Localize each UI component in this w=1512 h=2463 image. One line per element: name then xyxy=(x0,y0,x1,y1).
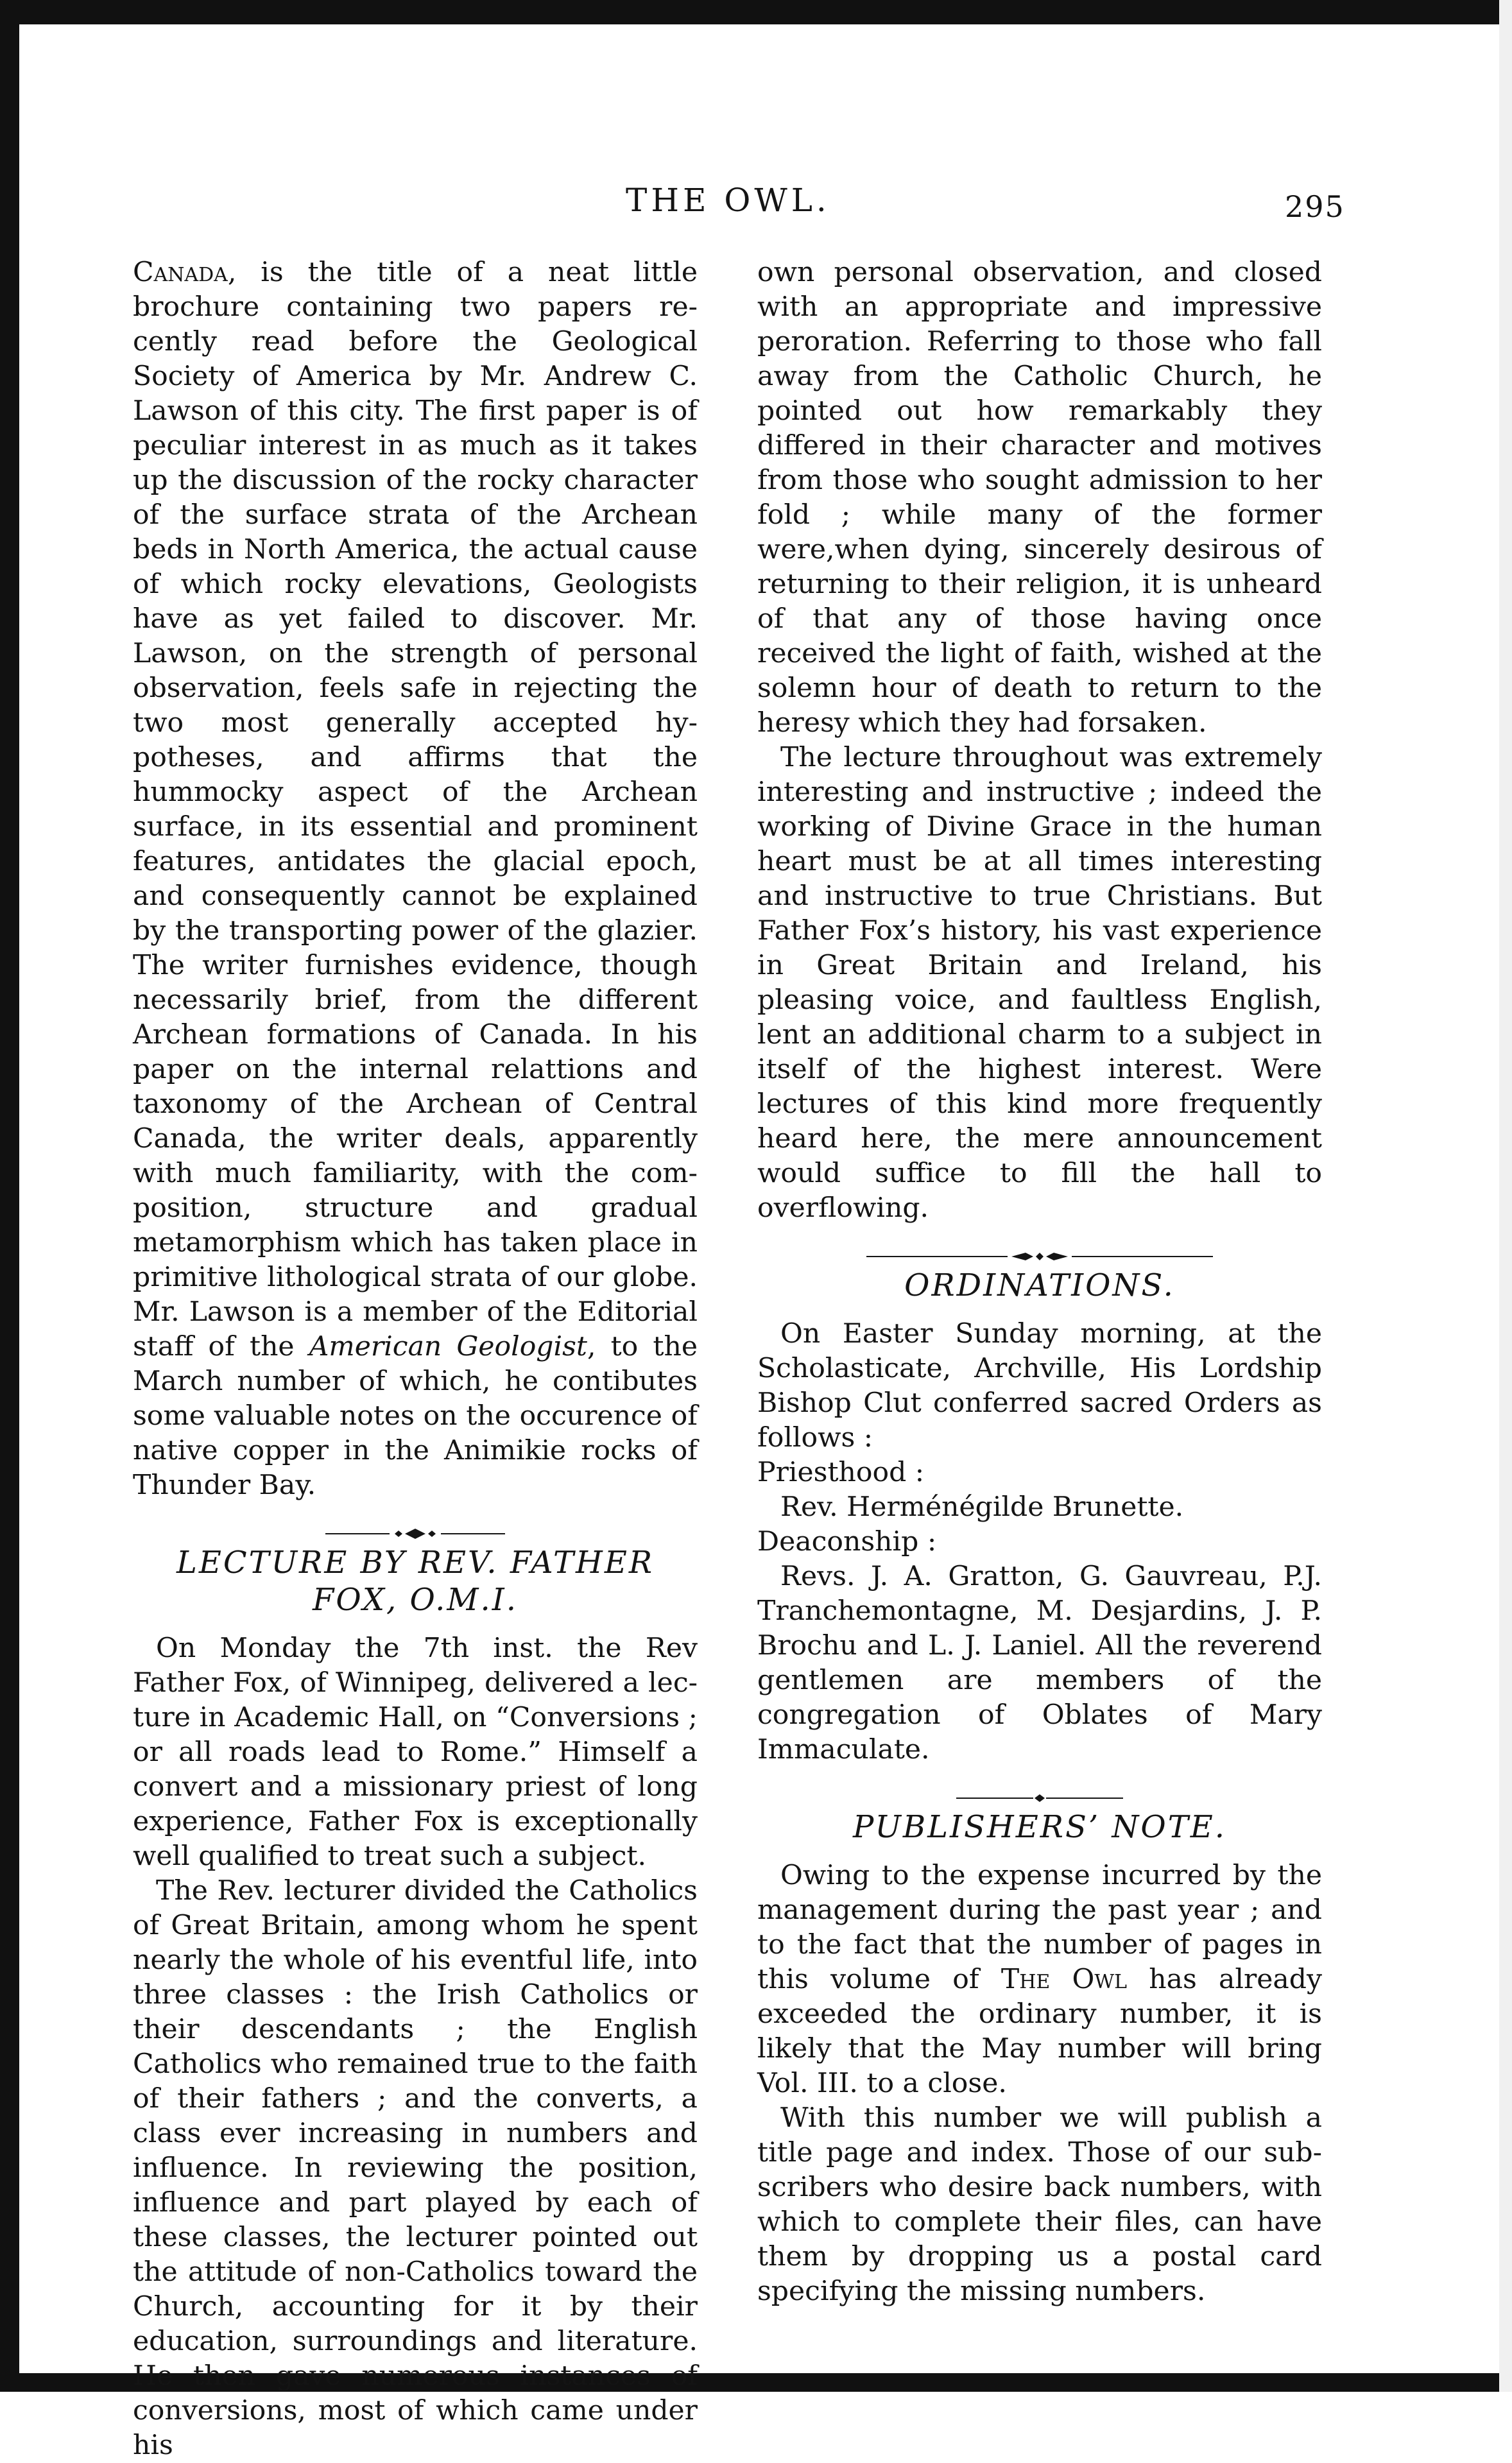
page-number: 295 xyxy=(1285,189,1345,224)
lecture-paragraph-3: The lecture throughout was extremely interesting and instructive ; indeed the working of Divine Grace in the human heart must be at all times interesting and instructive to true Christians. But Father Fox’s history, his vast experience in Great Britain and Ireland, his pleasing voice, and faultless English, lent an additional charm to a subject in itself of the highest interest. Were lectures of this kind more frequently heard here, the mere announcement would suffice to fill the hall to overflowing. xyxy=(757,742,1322,1224)
publication-name: The Owl xyxy=(1001,1964,1128,1995)
scan-edge-top xyxy=(0,0,1512,24)
journal-name: American Geologist xyxy=(309,1331,587,1362)
scan-edge-left xyxy=(0,0,19,2392)
section-divider-ornament xyxy=(133,1516,698,1534)
divider-ornament-icon xyxy=(319,1526,511,1541)
deaconship-label: Deaconship : xyxy=(757,1526,937,1558)
right-column xyxy=(757,255,1322,2309)
lecture-continued: own personal observation, and closed with an appropriate and impressive peroration. Referring to those who fall away from the Catholic Church, he pointed out how remarkably they differed in their character and motives from those who sought admission to her fold ; while many of the former were,when dying, sincerely desirous of returning to their religion, it is unheard of that any of those having once received the light of faith, wished at the solemn hour of death to return to the heresy which they had forsaken. xyxy=(757,257,1322,739)
publishers-paragraph-2: With this number we will publish a title page and index. Those of our subscribers who desire back numbers, with which to complete their files, can have them by dropping us a postal card specifying the missing numbers. xyxy=(757,2102,1322,2307)
divider-ornament-icon xyxy=(943,1790,1136,1806)
review-text: is the title of a neat little brochure containing two papers recently read before the Geological Society of America by Mr. Andrew C. Lawson of this city. The first paper is of peculiar interest in as much as it takes up the discussion of the rocky character of the surface strata of the Archean beds in North America, the actual cause of which rocky elevations, Geologists have as yet failed to discover. Mr. Lawson, on the strength of personal observation, feels safe in rejecting the two most generally accepted hypotheses, and affirms that the hummocky aspect of the Archean surface, in its essential and prominent features, antidates the glacial epoch, and consequently cannot be explained by the transporting power of the glazier. The writer furnishes evidence, though necessarily brief, from the different Archean formations of Canada. In his paper on the internal relattions and taxonomy of the Archean of Central Canada, the writer deals, apparently with much familiarity, with the composition, structure and gradual metamorphism which has taken place in primitive lithological strata of our globe. Mr. Lawson is a member of the Editorial staff of the xyxy=(133,257,698,1362)
ordinations-intro: On Easter Sunday morning, at the Scholasticate, Archville, His Lordship Bishop Clut conferred sacred Orders as follows : xyxy=(757,1318,1322,1454)
lecture-paragraph-2: The Rev. lecturer divided the Catholics of Great Britain, among whom he spent nearly the whole of his eventful life, into three classes : the Irish Catholics or their descendants ; the English Catholics who remained true to the faith of their fathers ; and the converts, a class ever increasing in numbers and influence. In reviewing the position, influence and part played by each of these classes, the lecturer pointed out the attitude of non-Catholics toward the Church, accounting for it by their education, surroundings and literature. He then gave numerous instances of conversions, most of which came under his xyxy=(133,1875,698,2461)
review-paragraph xyxy=(133,255,698,1503)
review-lead-word: Canada, xyxy=(133,257,237,288)
scan-edge-right xyxy=(1499,0,1512,2392)
left-column xyxy=(133,255,698,2463)
section-divider-ornament xyxy=(757,1239,1322,1257)
review-text-end: , to the March number of which, he contibutes some valuable notes on the occurence of native copper in the Animikie rocks of Thunder Bay. xyxy=(133,1331,698,1501)
publishers-text-start: Owing to the expense incurred by the management during the past year ; and to the fact that the number of pages in this volume of xyxy=(757,1860,1322,1995)
publishers-paragraph-1 xyxy=(757,1858,1322,2101)
section-divider-ornament xyxy=(757,1780,1322,1798)
deaconship-names: Revs. J. A. Gratton, G. Gauvreau, P.J. Tranchemontagne, M. Desjardins, J. P. Brochu and L. J. Laniel. All the reverend gentlemen are members of the congregation of Oblates of Mary Immaculate. xyxy=(757,1561,1322,1765)
lecture-heading-line-1: LECTURE BY REV. FATHER xyxy=(176,1545,655,1581)
priesthood-names: Rev. Herménégilde Brunette. xyxy=(780,1491,1184,1523)
lecture-paragraph-1: On Monday the 7th inst. the Rev Father Fox, of Winnipeg, delivered a lecture in Academic Hall, on “Conversions ; or all roads lead to Rome.” Himself a convert and a missionary priest of long experience, Father Fox is exceptionally well qualified to treat such a subject. xyxy=(133,1633,698,1872)
page-header xyxy=(0,182,1512,239)
lecture-heading-line-2: FOX, O.M.I. xyxy=(313,1582,518,1618)
divider-ornament-icon xyxy=(860,1249,1219,1264)
running-title: THE OWL. xyxy=(626,182,830,219)
publishers-note-heading: PUBLISHERS’ NOTE. xyxy=(853,1809,1226,1845)
priesthood-label: Priesthood : xyxy=(757,1457,925,1488)
publishers-text-end: has already exceeded the ordinary number, it is likely that the May number will bring Vol. III. to a close. xyxy=(757,1964,1322,2099)
lecture-heading xyxy=(133,1544,698,1618)
ordinations-heading: ORDINATIONS. xyxy=(904,1267,1175,1303)
